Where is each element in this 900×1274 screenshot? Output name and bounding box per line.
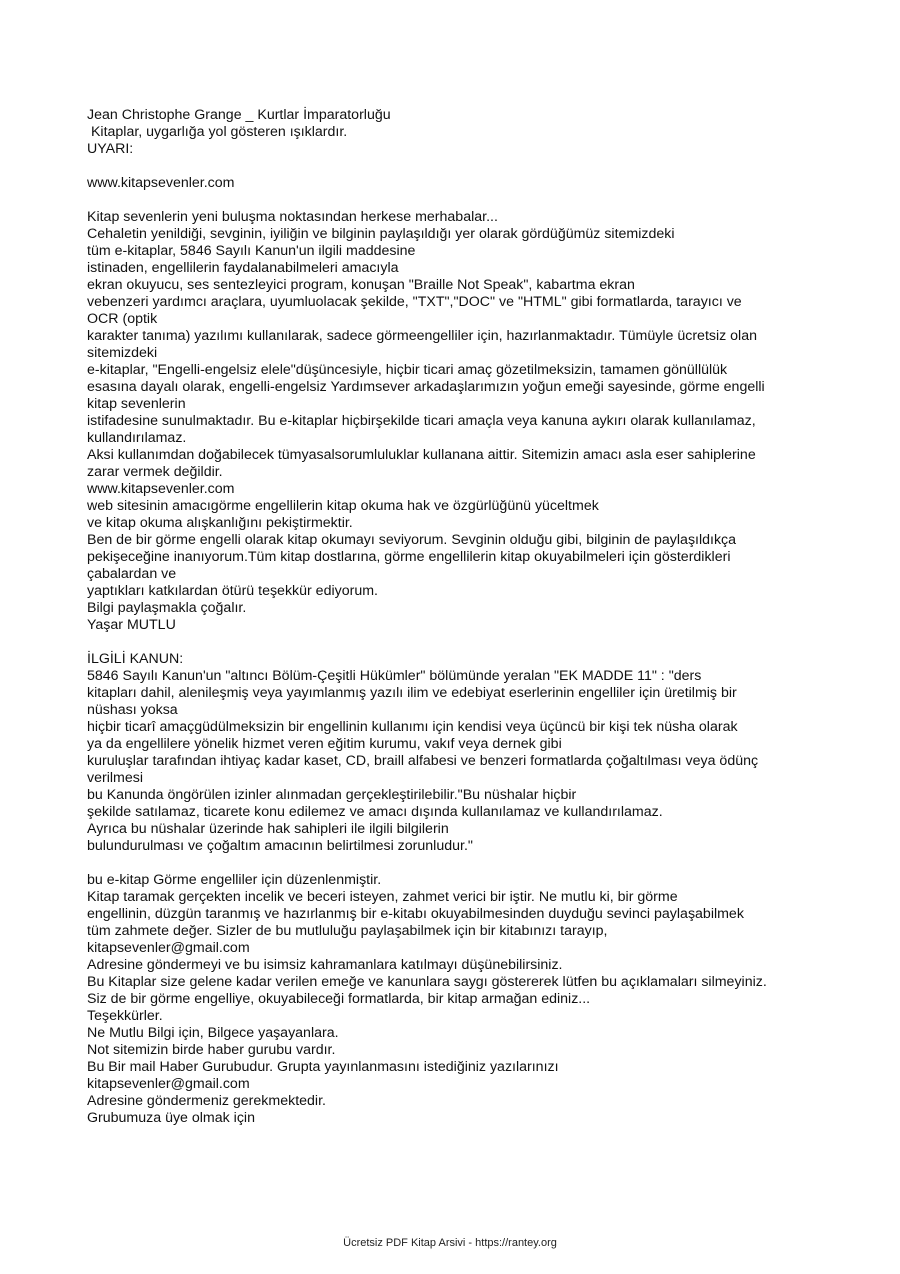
text-line: Grubumuza üye olmak için bbox=[87, 1110, 255, 1126]
text-line: Kitap taramak gerçekten incelik ve beceri isteyen, zahmet verici bir iştir. Ne mutlu ki, bir görme bbox=[87, 889, 678, 905]
text-line: OCR (optik bbox=[87, 311, 158, 327]
spacer bbox=[87, 158, 827, 175]
text-line: Cehaletin yenildiği, sevginin, iyiliğin ve bilginin paylaşıldığı yer olarak gördüğümüz sitemizdeki bbox=[87, 226, 675, 242]
text-line: pekişeceğine inanıyorum.Tüm kitap dostlarına, görme engellilerin kitap okuyabilmeleri için gösterdikleri bbox=[87, 549, 731, 565]
text-line: Bu Kitaplar size gelene kadar verilen emeğe ve kanunlara saygı göstererek lütfen bu açıklamaları silmeyiniz. bbox=[87, 974, 767, 990]
text-line: bu Kanunda öngörülen izinler alınmadan gerçekleştirilebilir."Bu nüshalar hiçbir bbox=[87, 787, 577, 803]
text-line: kitapsevenler@gmail.com bbox=[87, 940, 250, 956]
text-line: vebenzeri yardımcı araçlara, uyumluolacak şekilde, "TXT","DOC" ve "HTML" gibi formatlarda, tarayıcı ve bbox=[87, 294, 742, 310]
text-line: zarar vermek değildir. bbox=[87, 464, 223, 480]
text-line: Adresine göndermeniz gerekmektedir. bbox=[87, 1093, 326, 1109]
text-line: Adresine göndermeyi ve bu isimsiz kahramanlara katılmayı düşünebilirsiniz. bbox=[87, 957, 563, 973]
text-line: esasına dayalı olarak, engelli-engelsiz Yardımsever arkadaşlarımızın yoğun emeği sayesinde, görme engelli bbox=[87, 379, 765, 395]
spacer bbox=[87, 855, 827, 872]
text-line: kullandırılamaz. bbox=[87, 430, 187, 446]
motto: Kitaplar, uygarlığa yol gösteren ışıklardır. bbox=[87, 124, 348, 140]
text-line: bulundurulması ve çoğaltım amacının belirtilmesi zorunludur." bbox=[87, 838, 473, 854]
intro-paragraph bbox=[87, 209, 827, 634]
text-line: kitapları dahil, alenileşmiş veya yayımlanmış yazılı ilim ve edebiyat eserlerinin engelliler için üretilmiş bir bbox=[87, 685, 737, 701]
text-line: karakter tanıma) yazılımı kullanılarak, sadece görmeengelliler için, hazırlanmaktadır. Tümüyle ücretsiz olan bbox=[87, 328, 757, 344]
closing-section bbox=[87, 872, 827, 1127]
text-line: verilmesi bbox=[87, 770, 143, 786]
text-line: ekran okuyucu, ses sentezleyici program, konuşan "Braille Not Speak", kabartma ekran bbox=[87, 277, 635, 293]
text-line: tüm e-kitaplar, 5846 Sayılı Kanun'un ilgili maddesine bbox=[87, 243, 416, 259]
text-line: engellinin, düzgün taranmış ve hazırlanmış bir e-kitabı okuyabilmesinden duyduğu sevinci paylaşabilmek bbox=[87, 906, 744, 922]
text-line: kitapsevenler@gmail.com bbox=[87, 1076, 250, 1092]
text-line: e-kitaplar, "Engelli-engelsiz elele"düşüncesiyle, hiçbir ticari amaç gözetilmeksizin, tamamen gönüllülük bbox=[87, 362, 728, 378]
text-line: kitap sevenlerin bbox=[87, 396, 186, 412]
text-line: kuruluşlar tarafından ihtiyaç kadar kaset, CD, braill alfabesi ve benzeri formatlarda çoğaltılması veya ödünç bbox=[87, 753, 759, 769]
text-line: istinaden, engellilerin faydalanabilmeleri amacıyla bbox=[87, 260, 399, 276]
text-line: istifadesine sunulmaktadır. Bu e-kitaplar hiçbirşekilde ticari amaçla veya kanuna aykırı olarak kullanılamaz, bbox=[87, 413, 756, 429]
text-line: Teşekkürler. bbox=[87, 1008, 163, 1024]
text-line: www.kitapsevenler.com bbox=[87, 481, 235, 497]
text-line: bu e-kitap Görme engelliler için düzenlenmiştir. bbox=[87, 872, 382, 888]
text-line: Not sitemizin birde haber gurubu vardır. bbox=[87, 1042, 336, 1058]
text-line: Siz de bir görme engelliye, okuyabileceği formatlarda, bir kitap armağan ediniz... bbox=[87, 991, 591, 1007]
law-section bbox=[87, 651, 827, 855]
warning-label: UYARI: bbox=[87, 141, 134, 157]
spacer bbox=[87, 634, 827, 651]
page-footer: Ücretsiz PDF Kitap Arsivi - https://rantey.org bbox=[343, 1237, 557, 1249]
text-line: Yaşar MUTLU bbox=[87, 617, 176, 633]
text-line: sitemizdeki bbox=[87, 345, 158, 361]
text-line: İLGİLİ KANUN: bbox=[87, 651, 184, 667]
spacer bbox=[87, 192, 827, 209]
text-line: yaptıkları katkılardan ötürü teşekkür ediyorum. bbox=[87, 583, 378, 599]
document-body bbox=[87, 107, 827, 1127]
text-line: Kitap sevenlerin yeni buluşma noktasından herkese merhabalar... bbox=[87, 209, 498, 225]
text-line: tüm zahmete değer. Sizler de bu mutluluğu paylaşabilmek için bir kitabınızı tarayıp, bbox=[87, 923, 608, 939]
text-line: web sitesinin amacıgörme engellilerin kitap okuma hak ve özgürlüğünü yüceltmek bbox=[87, 498, 599, 514]
text-line: çabalardan ve bbox=[87, 566, 177, 582]
text-line: Bu Bir mail Haber Gurubudur. Grupta yayınlanmasını istediğiniz yazılarınızı bbox=[87, 1059, 559, 1075]
text-line: Bilgi paylaşmakla çoğalır. bbox=[87, 600, 247, 616]
text-line: ve kitap okuma alışkanlığını pekiştirmektir. bbox=[87, 515, 353, 531]
text-line: Ben de bir görme engelli olarak kitap okumayı seviyorum. Sevginin olduğu gibi, bilginin de paylaşıldıkça bbox=[87, 532, 737, 548]
text-line: Ayrıca bu nüshalar üzerinde hak sahipleri ile ilgili bilgilerin bbox=[87, 821, 449, 837]
site-url: www.kitapsevenler.com bbox=[87, 175, 235, 191]
text-line: ya da engellilere yönelik hizmet veren eğitim kurumu, vakıf veya dernek gibi bbox=[87, 736, 562, 752]
text-line: Aksi kullanımdan doğabilecek tümyasalsorumluluklar kullanana aittir. Sitemizin amacı asla eser sahiplerine bbox=[87, 447, 756, 463]
text-line: 5846 Sayılı Kanun'un "altıncı Bölüm-Çeşitli Hükümler" bölümünde yeralan "EK MADDE 11" : "ders bbox=[87, 668, 702, 684]
text-line: nüshası yoksa bbox=[87, 702, 178, 718]
book-title: Jean Christophe Grange _ Kurtlar İmparatorluğu bbox=[87, 107, 391, 123]
text-line: Ne Mutlu Bilgi için, Bilgece yaşayanlara. bbox=[87, 1025, 339, 1041]
text-line: hiçbir ticarî amaçgüdülmeksizin bir engellinin kullanımı için kendisi veya üçüncü bir kişi tek nüsha olarak bbox=[87, 719, 738, 735]
text-line: şekilde satılamaz, ticarete konu edilemez ve amacı dışında kullanılamaz ve kullandırılamaz. bbox=[87, 804, 663, 820]
